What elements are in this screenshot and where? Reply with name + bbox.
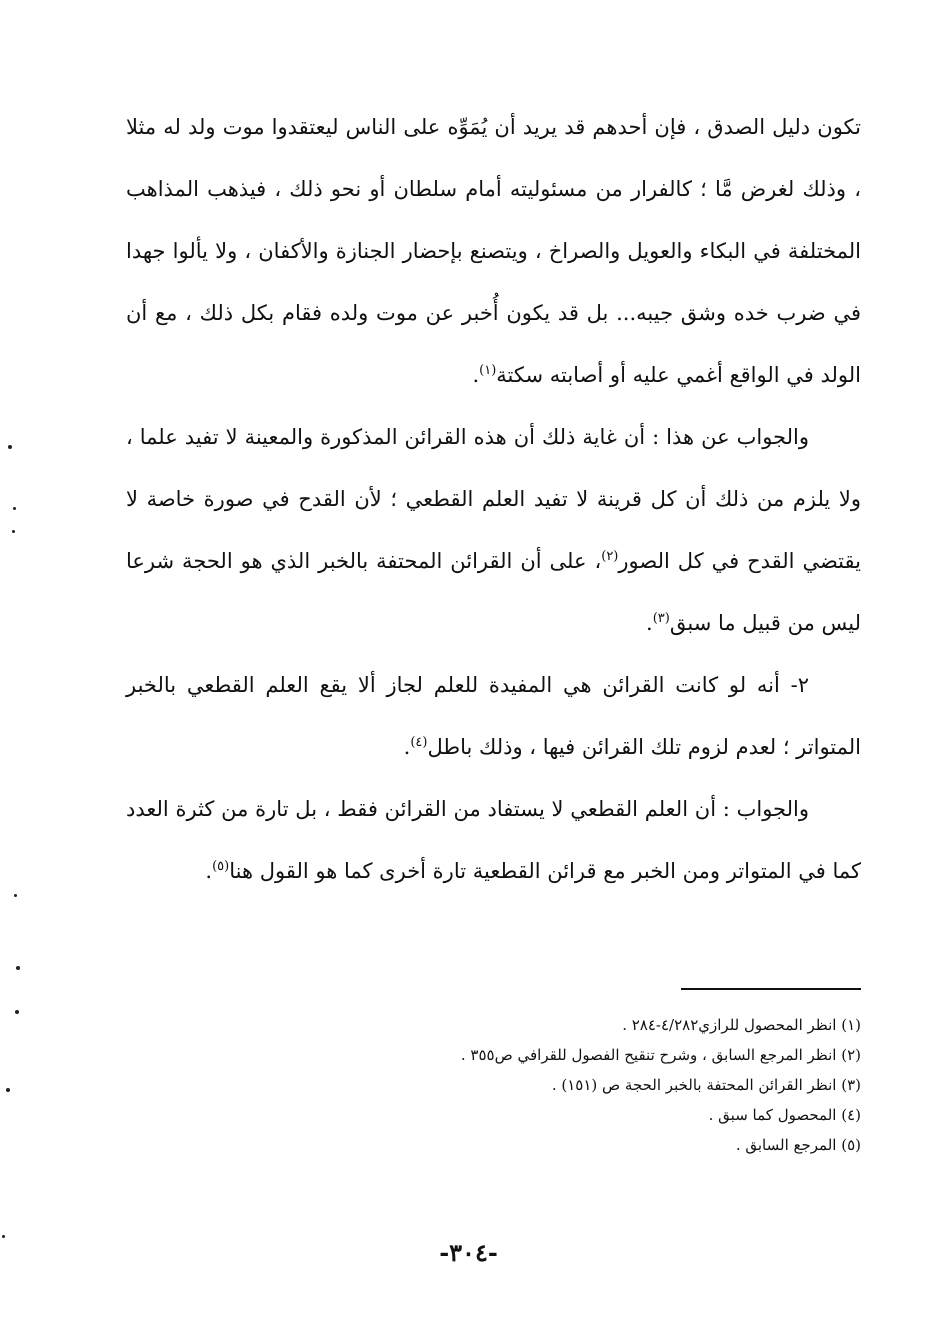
footnote-1: (١) انظر المحصول للرازي٤/٢٨٢-٢٨٤ .	[622, 1016, 861, 1034]
scan-speck	[8, 445, 12, 449]
scan-speck	[2, 1235, 5, 1238]
footnote-ref-1: (١)	[479, 363, 497, 378]
scan-speck	[16, 966, 20, 970]
footnote-5: (٥) المرجع السابق .	[735, 1136, 861, 1154]
footnotes	[126, 1010, 861, 1160]
footnote-ref-3: (٣)	[652, 611, 670, 626]
footnote-ref-2: (٢)	[601, 549, 619, 564]
footnote-2: (٢) انظر المرجع السابق ، وشرح تنقيح الفصول للقرافي ص٣٥٥ .	[460, 1046, 861, 1064]
footnote-divider	[681, 988, 861, 990]
scan-speck	[6, 1088, 10, 1092]
footnote-ref-4: (٤)	[410, 735, 428, 750]
paragraph-3: ٢- أنه لو كانت القرائن هي المفيدة للعلم لجاز ألا يقع العلم القطعي بالخبر المتواتر ؛ لعدم لزوم تلك القرائن فيها ، وذلك باطل$^{(٤)}$.	[126, 673, 861, 759]
paragraph-1: تكون دليل الصدق ، فإن أحدهم قد يريد أن يُمَوِّه على الناس ليعتقدوا موت ولد له مثلا ، وذلك لغرض مَّا ؛ كالفرار من مسئوليته أمام سلطان أو نحو ذلك ، فيذهب المذاهب المختلفة في البكاء والعويل والصراخ ، ويتصنع بإحضار الجنازة والأكفان ، ولا يألوا جهدا في ضرب خده وشق جيبه... بل قد يكون أُخبر عن موت ولده فقام بكل ذلك ، مع أن الولد في الواقع أغمي عليه أو أصابته سكتة$^{(١)}$.	[126, 115, 861, 387]
paragraph-4: والجواب : أن العلم القطعي لا يستفاد من القرائن فقط ، بل تارة من كثرة العدد كما في المتواتر ومن الخبر مع قرائن القطعية تارة أخرى كما هو القول هنا$^{(٥)}$.	[126, 797, 861, 883]
scan-speck	[15, 1010, 19, 1014]
footnote-ref-5: (٥)	[212, 859, 230, 874]
scan-speck	[12, 530, 15, 533]
page-number: -٣٠٤-	[439, 1238, 498, 1267]
scan-speck	[13, 507, 16, 510]
scan-speck	[14, 894, 17, 897]
footnote-4: (٤) المحصول كما سبق .	[708, 1106, 861, 1124]
main-text	[126, 96, 861, 902]
footnote-3: (٣) انظر القرائن المحتفة بالخبر الحجة ص (١٥١) .	[551, 1076, 861, 1094]
paragraph-2: والجواب عن هذا : أن غاية ذلك أن هذه القرائن المذكورة والمعينة لا تفيد علما ، ولا يلزم من ذلك أن كل قرينة لا تفيد العلم القطعي ؛ لأن القدح في صورة خاصة لا يقتضي القدح في كل الصور$^{(٢)}$، على أن القرائن المحتفة بالخبر الذي هو الحجة شرعا ليس من قبيل ما سبق$^{(٣)}$.	[126, 425, 861, 635]
